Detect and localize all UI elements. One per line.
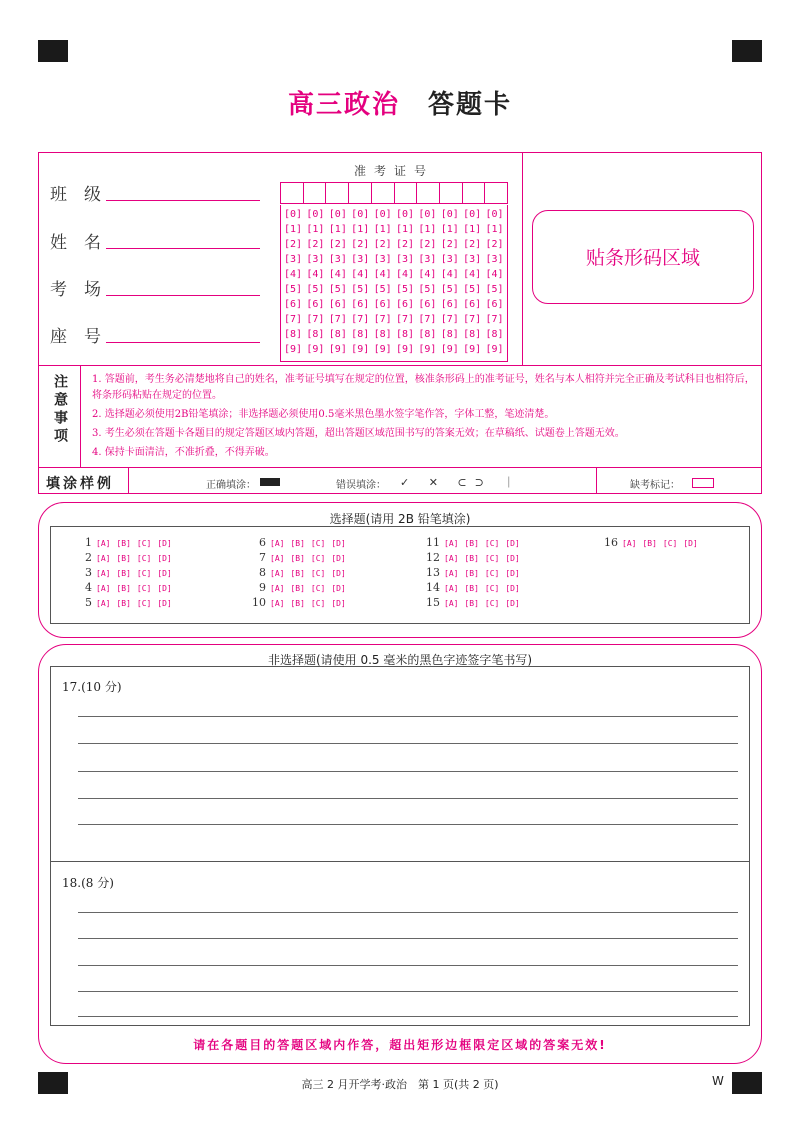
mcq-number: 5 [85, 596, 92, 609]
digit-bubble[interactable]: [1] [373, 224, 392, 235]
digit-row[interactable] [284, 284, 508, 295]
mcq-option-bubble[interactable]: [C] [136, 569, 152, 578]
digit-bubble[interactable]: [9] [485, 344, 504, 355]
mcq-number: 3 [85, 566, 92, 579]
digit-bubble[interactable]: [6] [284, 299, 303, 310]
note-item: 1. 答题前，考生务必清楚地将自己的姓名，准考证号填写在规定的位置，核准条形码上的准考证号，姓名与本人相符并完全正确及考试科目也相符后，将条形码粘贴在规定的位置。 [92, 374, 755, 401]
digit-bubble[interactable]: [3] [440, 254, 459, 265]
mcq-option-bubble[interactable]: [C] [136, 554, 152, 563]
mcq-option-bubble[interactable]: [A] [444, 539, 459, 548]
digit-bubble[interactable]: [5] [440, 284, 459, 295]
mcq-question-11 [426, 536, 526, 549]
digit-row[interactable] [284, 344, 508, 355]
mcq-option-bubble[interactable]: [B] [290, 584, 305, 593]
digit-row[interactable] [284, 209, 508, 220]
digit-bubble[interactable]: [1] [284, 224, 303, 235]
barcode-divider [522, 152, 523, 366]
mcq-option-bubble[interactable]: [D] [157, 599, 172, 608]
mcq-option-bubble[interactable]: [A] [96, 599, 111, 608]
digit-bubble[interactable]: [6] [485, 299, 504, 310]
digit-bubble[interactable]: [3] [373, 254, 392, 265]
digit-bubble[interactable]: [5] [284, 284, 303, 295]
digit-row[interactable] [284, 224, 508, 235]
digit-bubble[interactable]: [7] [463, 314, 482, 325]
page-title [0, 84, 800, 121]
mcq-number: 7 [259, 551, 266, 564]
digit-bubble[interactable]: [2] [485, 239, 504, 250]
digit-bubble[interactable]: [9] [373, 344, 392, 355]
digit-bubble[interactable]: [2] [395, 239, 415, 250]
mcq-option-bubble[interactable]: [C] [484, 569, 500, 578]
mcq-option-bubble[interactable]: [C] [136, 584, 152, 593]
q18-label: 18.(8 分) [62, 876, 114, 890]
digit-bubble[interactable]: [3] [485, 254, 504, 265]
q18-answer-box[interactable] [50, 862, 750, 1026]
digit-bubble[interactable]: [8] [284, 329, 303, 340]
mcq-option-bubble[interactable]: [D] [505, 554, 520, 563]
mcq-option-bubble[interactable]: [C] [310, 569, 326, 578]
mcq-option-bubble[interactable]: [A] [270, 569, 285, 578]
answer-line [78, 1016, 738, 1017]
answer-line [78, 771, 738, 772]
mcq-option-bubble[interactable]: [B] [116, 599, 131, 608]
mcq-option-bubble[interactable]: [C] [136, 599, 152, 608]
mcq-number: 11 [426, 536, 440, 549]
digit-bubble[interactable]: [9] [284, 344, 303, 355]
digit-bubble[interactable]: [9] [395, 344, 415, 355]
mcq-option-bubble[interactable]: [B] [116, 539, 131, 548]
free-response-title: 非选择题(请使用 0.5 毫米的黑色字迹签字笔书写) [267, 653, 533, 667]
digit-bubble[interactable]: [8] [440, 329, 459, 340]
digit-bubble[interactable]: [4] [351, 269, 370, 280]
digit-row[interactable] [284, 269, 508, 280]
digit-row[interactable] [284, 239, 508, 250]
mcq-question-1 [78, 536, 178, 549]
exam-number-input[interactable] [280, 182, 508, 204]
digit-bubble[interactable]: [9] [418, 344, 437, 355]
mcq-option-bubble[interactable]: [B] [116, 554, 131, 563]
digit-bubble[interactable]: [7] [440, 314, 459, 325]
digit-bubble[interactable]: [6] [440, 299, 459, 310]
digit-bubble[interactable]: [4] [418, 269, 437, 280]
mcq-option-bubble[interactable]: [D] [505, 569, 520, 578]
digit-bubble[interactable]: [1] [463, 224, 482, 235]
digit-bubble[interactable]: [2] [373, 239, 392, 250]
note-item: 3. 考生必须在答题卡各题目的规定答题区域内答题，超出答题区域范围书写的答案无效；在草稿纸、试题卷上答题无效。 [92, 428, 625, 439]
mcq-question-13 [426, 566, 526, 579]
mcq-title: 选择题(请用 2B 铅笔填涂) [329, 512, 471, 526]
field-class: 班 级 [50, 180, 108, 205]
q17-answer-box[interactable] [50, 666, 750, 862]
mcq-option-bubble[interactable]: [D] [505, 539, 520, 548]
mcq-option-bubble[interactable]: [A] [270, 539, 285, 548]
mcq-option-bubble[interactable]: [A] [96, 569, 111, 578]
digit-bubble[interactable]: [7] [485, 314, 504, 325]
mcq-option-bubble[interactable]: [A] [444, 584, 459, 593]
mcq-option-bubble[interactable]: [A] [270, 584, 285, 593]
digit-bubble[interactable]: [5] [418, 284, 437, 295]
mcq-option-bubble[interactable]: [B] [116, 569, 131, 578]
digit-bubble[interactable]: [3] [306, 254, 325, 265]
digit-bubble[interactable]: [7] [351, 314, 370, 325]
title-card: 答题卡 [428, 90, 513, 120]
mcq-question-16 [604, 536, 704, 549]
digit-bubble[interactable]: [0] [306, 209, 325, 220]
notes-list [92, 372, 760, 464]
answer-line [78, 743, 738, 744]
version-code: W [712, 1074, 724, 1088]
absent-mark-box[interactable] [692, 478, 714, 488]
notes-divider [80, 366, 81, 468]
fill-sample-divider-1 [128, 468, 129, 494]
digit-bubble[interactable]: [3] [284, 254, 303, 265]
notes-heading: 注意事项 [52, 374, 68, 446]
answer-area-warning: 请在各题目的答题区域内作答，超出矩形边框限定区域的答案无效! [193, 1038, 607, 1052]
digit-bubble[interactable]: [6] [463, 299, 482, 310]
mcq-number: 6 [259, 536, 266, 549]
digit-bubble[interactable]: [3] [328, 254, 347, 265]
digit-bubble[interactable]: [4] [373, 269, 392, 280]
mcq-option-bubble[interactable]: [D] [505, 599, 520, 608]
corner-mark-top-left [38, 40, 68, 62]
mcq-option-bubble[interactable]: [B] [642, 539, 657, 548]
digit-bubble[interactable]: [2] [306, 239, 325, 250]
corner-mark-top-right [732, 40, 762, 62]
fill-correct-label: 正确填涂： [206, 480, 256, 491]
digit-row[interactable] [284, 314, 508, 325]
field-seat: 座 号 [50, 322, 108, 347]
mcq-option-bubble[interactable]: [D] [331, 539, 346, 548]
mcq-question-9 [252, 581, 352, 594]
mcq-option-bubble[interactable]: [C] [484, 539, 500, 548]
title-subject: 高三政治 [287, 90, 400, 120]
mcq-question-12 [426, 551, 526, 564]
mcq-option-bubble[interactable]: [C] [484, 584, 500, 593]
mcq-option-bubble[interactable]: [D] [157, 554, 172, 563]
mcq-option-bubble[interactable]: [B] [464, 569, 479, 578]
digit-bubble[interactable]: [7] [306, 314, 325, 325]
digit-bubble[interactable]: [6] [418, 299, 437, 310]
digit-bubble[interactable]: [5] [306, 284, 325, 295]
digit-bubble[interactable]: [7] [395, 314, 415, 325]
digit-bubble[interactable]: [3] [351, 254, 370, 265]
digit-bubble[interactable]: [8] [351, 329, 370, 340]
answer-line [78, 965, 738, 966]
mcq-question-8 [252, 566, 352, 579]
digit-bubble[interactable]: [0] [284, 209, 303, 220]
digit-bubble[interactable]: [1] [395, 224, 415, 235]
digit-bubble[interactable]: [1] [306, 224, 325, 235]
digit-bubble[interactable]: [8] [373, 329, 392, 340]
digit-bubble[interactable]: [4] [328, 269, 347, 280]
digit-bubble[interactable]: [6] [328, 299, 347, 310]
digit-bubble[interactable]: [5] [351, 284, 370, 295]
mcq-option-bubble[interactable]: [B] [290, 569, 305, 578]
mcq-option-bubble[interactable]: [C] [310, 599, 326, 608]
digit-bubble[interactable]: [5] [395, 284, 415, 295]
mcq-option-bubble[interactable]: [C] [484, 599, 500, 608]
digit-row[interactable] [284, 254, 508, 265]
digit-bubble[interactable]: [0] [440, 209, 459, 220]
answer-line [78, 824, 738, 825]
digit-bubble[interactable]: [6] [395, 299, 415, 310]
mcq-option-bubble[interactable]: [D] [157, 539, 172, 548]
mcq-option-bubble[interactable]: [C] [310, 539, 326, 548]
digit-bubble[interactable]: [2] [284, 239, 303, 250]
mcq-option-bubble[interactable]: [C] [136, 539, 152, 548]
digit-bubble[interactable]: [2] [328, 239, 347, 250]
mcq-option-bubble[interactable]: [A] [444, 569, 459, 578]
digit-bubble[interactable]: [0] [351, 209, 370, 220]
digit-bubble[interactable]: [5] [485, 284, 504, 295]
digit-bubble[interactable]: [1] [440, 224, 459, 235]
digit-bubble[interactable]: [4] [306, 269, 325, 280]
digit-bubble[interactable]: [8] [463, 329, 482, 340]
digit-bubble[interactable]: [4] [440, 269, 459, 280]
digit-bubble[interactable]: [7] [328, 314, 347, 325]
mcq-option-bubble[interactable]: [C] [310, 554, 326, 563]
mcq-number: 15 [426, 596, 440, 609]
mcq-number: 16 [604, 536, 618, 549]
fill-wrong-label: 错误填涂： [336, 480, 386, 491]
mcq-option-bubble[interactable]: [D] [331, 584, 346, 593]
mcq-question-3 [78, 566, 178, 579]
digit-bubble[interactable]: [7] [418, 314, 437, 325]
digit-bubble[interactable]: [9] [306, 344, 325, 355]
mcq-question-2 [78, 551, 178, 564]
digit-row[interactable] [284, 299, 508, 310]
digit-bubble[interactable]: [4] [395, 269, 415, 280]
mcq-question-10 [252, 596, 352, 609]
digit-bubble[interactable]: [8] [328, 329, 347, 340]
digit-bubble[interactable]: [0] [395, 209, 415, 220]
mcq-option-bubble[interactable]: [A] [444, 554, 459, 563]
barcode-area [532, 210, 754, 304]
digit-bubble[interactable]: [0] [418, 209, 437, 220]
digit-bubble[interactable]: [2] [351, 239, 370, 250]
digit-bubble[interactable]: [6] [373, 299, 392, 310]
mcq-option-bubble[interactable]: [C] [484, 554, 500, 563]
mcq-question-6 [252, 536, 352, 549]
digit-bubble[interactable]: [4] [463, 269, 482, 280]
digit-bubble[interactable]: [9] [351, 344, 370, 355]
digit-bubble[interactable]: [1] [328, 224, 347, 235]
page-footer: 高三 2 月开学考·政治 第 1 页(共 2 页) [301, 1078, 499, 1091]
digit-bubble[interactable]: [9] [328, 344, 347, 355]
digit-bubble[interactable]: [3] [463, 254, 482, 265]
barcode-label: 贴条形码区域 [585, 247, 700, 269]
mcq-number: 12 [426, 551, 440, 564]
fill-sample-divider-2 [596, 468, 597, 494]
fill-wrong-sample: ✓ ✕ ⊂⊃ ｜ [400, 476, 523, 489]
answer-line [78, 938, 738, 939]
digit-bubble[interactable]: [9] [463, 344, 482, 355]
field-name: 姓 名 [50, 228, 108, 253]
digit-bubble[interactable]: [2] [418, 239, 437, 250]
mcq-option-bubble[interactable]: [A] [96, 584, 111, 593]
mcq-option-bubble[interactable]: [B] [290, 539, 305, 548]
mcq-question-4 [78, 581, 178, 594]
digit-bubble[interactable]: [1] [351, 224, 370, 235]
fill-correct-sample [260, 478, 280, 486]
mcq-option-bubble[interactable]: [A] [96, 554, 111, 563]
digit-bubble[interactable]: [9] [440, 344, 459, 355]
mcq-number: 8 [259, 566, 266, 579]
digit-bubble[interactable]: [0] [463, 209, 482, 220]
mcq-number: 14 [426, 581, 440, 594]
answer-line [78, 912, 738, 913]
digit-row[interactable] [284, 329, 508, 340]
digit-bubble[interactable]: [7] [373, 314, 392, 325]
mcq-option-bubble[interactable]: [B] [116, 584, 131, 593]
mcq-option-bubble[interactable]: [A] [96, 539, 111, 548]
digit-bubble[interactable]: [0] [485, 209, 504, 220]
digit-bubble[interactable]: [1] [485, 224, 504, 235]
mcq-option-bubble[interactable]: [D] [505, 584, 520, 593]
mcq-number: 9 [259, 581, 266, 594]
mcq-question-15 [426, 596, 526, 609]
note-item: 2. 选择题必须使用2B铅笔填涂；非选择题必须使用0.5毫米黑色墨水签字笔作答，字体工整，笔迹清楚。 [92, 409, 555, 420]
mcq-option-bubble[interactable]: [B] [464, 539, 479, 548]
mcq-option-bubble[interactable]: [D] [157, 584, 172, 593]
digit-bubble[interactable]: [8] [418, 329, 437, 340]
digit-bubble[interactable]: [4] [485, 269, 504, 280]
mcq-option-bubble[interactable]: [C] [662, 539, 678, 548]
digit-bubble[interactable]: [5] [463, 284, 482, 295]
mcq-option-bubble[interactable]: [D] [683, 539, 698, 548]
digit-bubble[interactable]: [7] [284, 314, 303, 325]
digit-bubble[interactable]: [3] [395, 254, 415, 265]
fill-sample-label: 填涂样例 [46, 476, 114, 492]
mcq-number: 13 [426, 566, 440, 579]
mcq-option-bubble[interactable]: [A] [270, 554, 285, 563]
mcq-option-bubble[interactable]: [A] [444, 599, 459, 608]
digit-bubble[interactable]: [8] [306, 329, 325, 340]
mcq-option-bubble[interactable]: [C] [310, 584, 326, 593]
digit-bubble[interactable]: [4] [284, 269, 303, 280]
exam-number-title: 准考证号 [353, 164, 434, 178]
digit-bubble[interactable]: [8] [395, 329, 415, 340]
answer-line [78, 991, 738, 992]
digit-bubble[interactable]: [0] [328, 209, 347, 220]
mcq-option-bubble[interactable]: [B] [290, 599, 305, 608]
note-item: 4. 保持卡面清洁，不准折叠，不得弄破。 [92, 447, 275, 458]
mcq-question-7 [252, 551, 352, 564]
mcq-number: 10 [252, 596, 266, 609]
mcq-option-bubble[interactable]: [D] [331, 554, 346, 563]
absent-mark-label: 缺考标记： [630, 480, 680, 491]
mcq-option-bubble[interactable]: [A] [622, 539, 637, 548]
digit-bubble[interactable]: [3] [418, 254, 437, 265]
digit-bubble[interactable]: [5] [328, 284, 347, 295]
mcq-number: 4 [85, 581, 92, 594]
mcq-option-bubble[interactable]: [B] [464, 554, 479, 563]
mcq-question-14 [426, 581, 526, 594]
field-exam-room: 考 场 [50, 275, 108, 300]
mcq-option-bubble[interactable]: [B] [290, 554, 305, 563]
mcq-number: 2 [85, 551, 92, 564]
mcq-option-bubble[interactable]: [D] [157, 569, 172, 578]
digit-bubble[interactable]: [0] [373, 209, 392, 220]
mcq-option-bubble[interactable]: [A] [270, 599, 285, 608]
mcq-option-bubble[interactable]: [B] [464, 584, 479, 593]
q17-label: 17.(10 分) [62, 680, 122, 694]
digit-bubble[interactable]: [2] [463, 239, 482, 250]
answer-line [78, 798, 738, 799]
mcq-question-5 [78, 596, 178, 609]
digit-bubble[interactable]: [5] [373, 284, 392, 295]
answer-line [78, 716, 738, 717]
mcq-number: 1 [85, 536, 92, 549]
digit-bubble[interactable]: [2] [440, 239, 459, 250]
digit-bubble[interactable]: [6] [351, 299, 370, 310]
mcq-option-bubble[interactable]: [B] [464, 599, 479, 608]
digit-bubble[interactable]: [6] [306, 299, 325, 310]
digit-bubble[interactable]: [8] [485, 329, 504, 340]
digit-bubble[interactable]: [1] [418, 224, 437, 235]
mcq-option-bubble[interactable]: [D] [331, 599, 346, 608]
mcq-option-bubble[interactable]: [D] [331, 569, 346, 578]
